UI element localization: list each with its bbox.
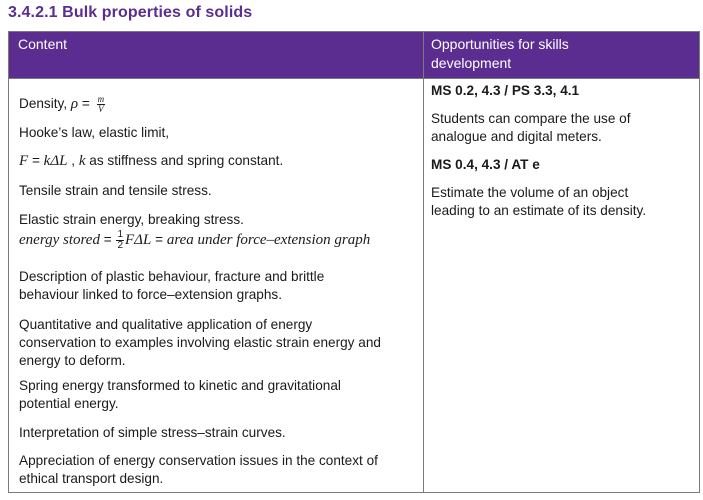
skills-column-header [431,35,631,73]
skills-text-2 [431,184,691,220]
force-symbol: F [19,153,29,169]
density-fraction [97,95,106,114]
energy-eq2: = [151,232,167,248]
energy-mid: FΔL [125,232,152,249]
spring-line2: potential energy. [19,396,119,411]
force-equals: = [28,153,44,168]
skills-text-1 [431,110,691,146]
header-divider [9,78,699,79]
force-sep: , [67,153,79,168]
section-title: 3.4.2.1 Bulk properties of solids [8,4,253,21]
skills-text1-line2: analogue and digital meters. [431,129,602,144]
appr-line2: ethical transport design. [19,471,164,486]
plastic-line1: Description of plastic behaviour, fracture and brittle [19,269,325,284]
energy-eq1: = [99,232,116,248]
skills-code-2: MS 0.4, 4.3 / AT e [431,157,540,172]
half-denominator: 2 [117,240,124,251]
quant-line2: conservation to examples involving elastic strain energy and [19,335,381,350]
table-header [9,32,699,78]
skills-text2-line1: Estimate the volume of an object [431,185,629,200]
density-numerator: m [97,94,105,104]
spring-paragraph [19,377,341,413]
quant-line1: Quantitative and qualitative application of energy [19,317,313,332]
force-desc: as stiffness and spring constant. [85,153,284,168]
half-numerator: 1 [117,229,124,240]
energy-stored-formula [19,230,370,251]
skills-text1-line1: Students can compare the use of [431,111,631,126]
column-divider [423,32,424,492]
quantitative-paragraph [19,316,381,370]
skills-header-line2: development [431,55,512,71]
tensile-text: Tensile strain and tensile stress. [19,183,212,198]
spec-table [8,31,700,493]
density-symbol: ρ [70,96,79,113]
plastic-paragraph [19,268,324,304]
skills-header-line1: Opportunities for skills [431,36,569,52]
force-rhs: kΔL [43,153,68,169]
k-symbol: k [78,153,86,169]
energy-stored-lhs: energy stored [19,232,100,249]
appr-line1: Appreciation of energy conservation issues in the context of [19,453,378,468]
force-law [19,152,283,170]
skills-code-1: MS 0.2, 4.3 / PS 3.3, 4.1 [431,83,580,98]
quant-line3: energy to deform. [19,353,126,368]
appreciation-paragraph [19,452,378,488]
hooke-text: Hooke’s law, elastic limit, [19,125,170,140]
density-formula [19,95,105,114]
half-fraction [116,230,124,251]
interpretation-text: Interpretation of simple stress–strain curves. [19,425,286,440]
energy-rhs: area under force–extension graph [166,232,371,249]
elastic-text: Elastic strain energy, breaking stress. [19,212,244,227]
plastic-line2: behaviour linked to force–extension graphs. [19,287,282,302]
spring-line1: Spring energy transformed to kinetic and gravitational [19,378,341,393]
density-equals: = [78,96,94,112]
content-column-header: Content [18,36,68,52]
density-denominator: V [98,104,104,114]
density-label: Density, [19,96,71,112]
skills-text2-line2: leading to an estimate of its density. [431,203,647,218]
